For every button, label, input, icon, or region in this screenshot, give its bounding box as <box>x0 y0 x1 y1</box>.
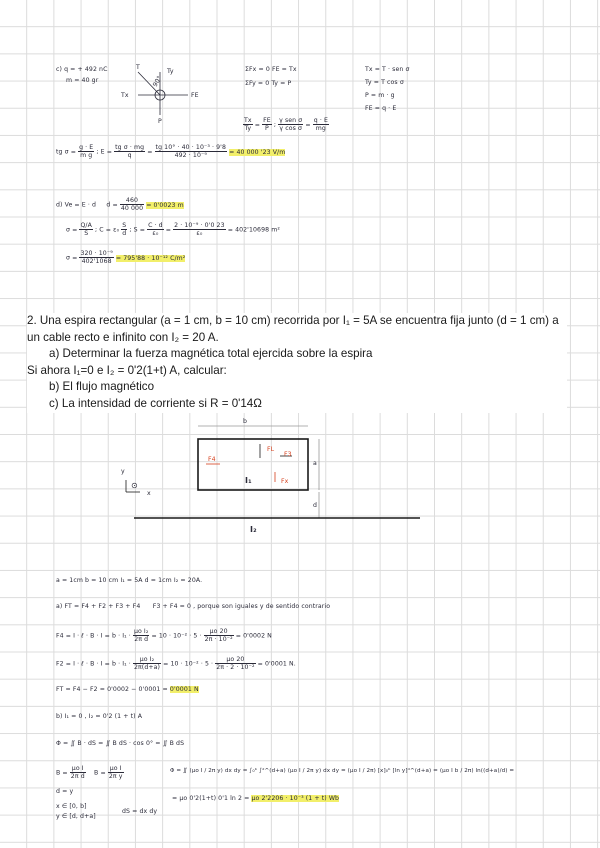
solution-b-lead: b) I₁ = 0 , I₂ = 0'2 (1 + t) A <box>56 713 143 720</box>
area-element: dS = dx dy <box>122 808 158 815</box>
d-equals-y: d = y <box>56 788 74 795</box>
flux-definition: Φ = ∬ B · dS = ∬ B dS · cos 0° = ∬ B dS <box>56 740 185 747</box>
fig-label-d: d <box>313 502 318 509</box>
eq-sum-x: ΣFx = 0 FE = Tx <box>245 66 297 73</box>
problem-statement <box>27 313 567 413</box>
section-d-line3: σ = $\frac{\text{320 · 10⁻⁹}}{402'1068}$ = 795'88 · 10⁻¹² C/m² <box>66 250 186 265</box>
field-result: = 40 000 '23 V/m <box>229 148 286 156</box>
eq-tx: Tx = T · sen σ <box>365 66 410 73</box>
problem-part-a: a) Determinar la fuerza magnética total ejercida sobre la espira <box>49 347 373 360</box>
fig-label-i1: I₁ <box>245 476 252 485</box>
fig-label-a: a <box>313 460 317 467</box>
eq-p: P = m · g <box>365 92 395 99</box>
fig-label-i2: I₂ <box>250 525 257 534</box>
b-field-def: B = $\frac{\text{μo I}}{\text{2π d}}$ B = $\frac{\text{μo I}}{\text{2π y}}$ <box>56 765 123 780</box>
label-ty: Ty <box>167 68 174 75</box>
sigma-result: = 795'88 · 10⁻¹² C/m² <box>115 254 186 262</box>
axis-y-label: y <box>121 468 125 475</box>
fig-label-f1: FL <box>267 446 275 453</box>
f4-equation: F4 = I · ℓ · B · I = b · I₁ · $\frac{\text{μo I₂}}{\text{2π d}}$ = 10 · 10⁻² · 5 · $\frac{\mu o 20}{\text{2π · 10⁻²}}$ = 0'0002 N <box>56 628 272 643</box>
rectangular-loop <box>198 439 308 490</box>
axis-x-label: x <box>147 490 151 497</box>
x-range: x ∈ [0, b] <box>56 803 87 810</box>
ft-line: FT = F4 − F2 = 0'0002 − 0'0001 = 0'0001 N <box>56 686 199 693</box>
label-angle: 90° <box>151 74 164 89</box>
distance-result: = 0'0023 m <box>146 201 184 209</box>
label-fe: FE <box>191 92 199 99</box>
eq-fe: FE = q · E <box>365 105 397 112</box>
problem-intro: Si ahora I₁=0 e I₂ = 0'2(1+t) A, calcular: <box>27 363 227 377</box>
f2-equation: F2 = I · ℓ · B · I = b · I₁ · $\frac{\text{μo I₂}}{2\pi(d+a)}$ = 10 · 10⁻² · 5 · $\frac{\mu o 20}{\text{2π · 2 · 10⁻²}}$ = 0'0001 N. <box>56 656 296 671</box>
fig-label-b: b <box>243 418 248 425</box>
fig-label-f4: F4 <box>208 456 216 463</box>
flux-result: μo 2'2206 · 10⁻³ (1 + t) Wb <box>251 795 340 802</box>
section-d-line1: d) Ve = E · d d = $\frac{460}{40 000}$ = 0'0023 m <box>56 197 184 212</box>
problem-part-c: c) La intensidad de corriente si R = 0'14Ω <box>49 396 262 410</box>
given-charge: c) q = + 492 nC <box>56 66 108 73</box>
problem-part-b: b) El flujo magnético <box>49 380 155 393</box>
given-mass: m = 40 gr <box>66 77 99 84</box>
ratio-equation: $\frac{Tx}{Ty}$ = $\frac{FE}{P}$ ; $\frac{\text{γ sen σ}}{\text{γ cos σ}}$ = $\frac{q \cdot E}{mg}$ <box>244 117 328 132</box>
section-d-line2: σ = $\frac{Q/A}{S}$ ; C = ε₀ $\frac{S}{d}$ ; S = $\frac{C \cdot d}{\text{ε₀}}$ = $\frac{\text{2 · 10⁻⁹ · 0'0 23}}{\text{ε₀}}$ = 402'10698 m² <box>66 222 280 237</box>
label-t: T <box>136 64 140 71</box>
eq-sum-y: ΣFy = 0 Ty = P <box>245 80 292 87</box>
flux-integral: Φ = ∬ (μo I / 2π y) dx dy = ∫₀ᵇ ∫ᵈ^(d+a) (μo I / 2π y) dx dy = (μo I / 2π) [x]₀ᵇ [ln y]ᵈ^(d+a) = (μo I b / 2π) ln((d+a)/d) = <box>170 768 515 774</box>
flux-final: = μo 0'2(1+t) 0'1 ln 2 = μo 2'2206 · 10⁻³ (1 + t) Wb <box>172 795 340 802</box>
loop-figure <box>110 414 530 539</box>
label-p: P <box>158 118 162 125</box>
solution-a-line: a) FT = F4 + F2 + F3 + F4 F3 + F4 = 0 , porque son iguales y de sentido contrario <box>56 603 331 610</box>
total-force-result: 0'0001 N <box>169 686 199 693</box>
fig-label-fx: Fx <box>281 478 289 485</box>
fig-label-f3: F3 <box>284 451 292 458</box>
y-range: y ∈ [d, d+a] <box>56 813 96 820</box>
solution-data: a = 1cm b = 10 cm I₁ = 5A d = 1cm I₂ = 20A. <box>56 577 203 584</box>
label-tx: Tx <box>121 92 129 99</box>
eq-ty: Ty = T cos σ <box>365 79 404 86</box>
axis-z-label: ⊙ <box>131 481 138 490</box>
tg-equation: tg σ = $\frac{g \cdot E}{\text{m g}}$ ; E = $\frac{\text{tg σ · mg}}{q}$ = $\frac{\text{tg 10° · 40 · 10⁻³ · 9'8}}{\text{492 · 10⁻⁹}}$ = 40 000 '23 V/m <box>56 144 286 159</box>
problem-text: 2. Una espira rectangular (a = 1 cm, b = 10 cm) recorrida por I₁ = 5A se encuentra fija junto (d = 1 cm) a un cable recto e infinito con I₂ = 20 A. <box>27 314 559 344</box>
